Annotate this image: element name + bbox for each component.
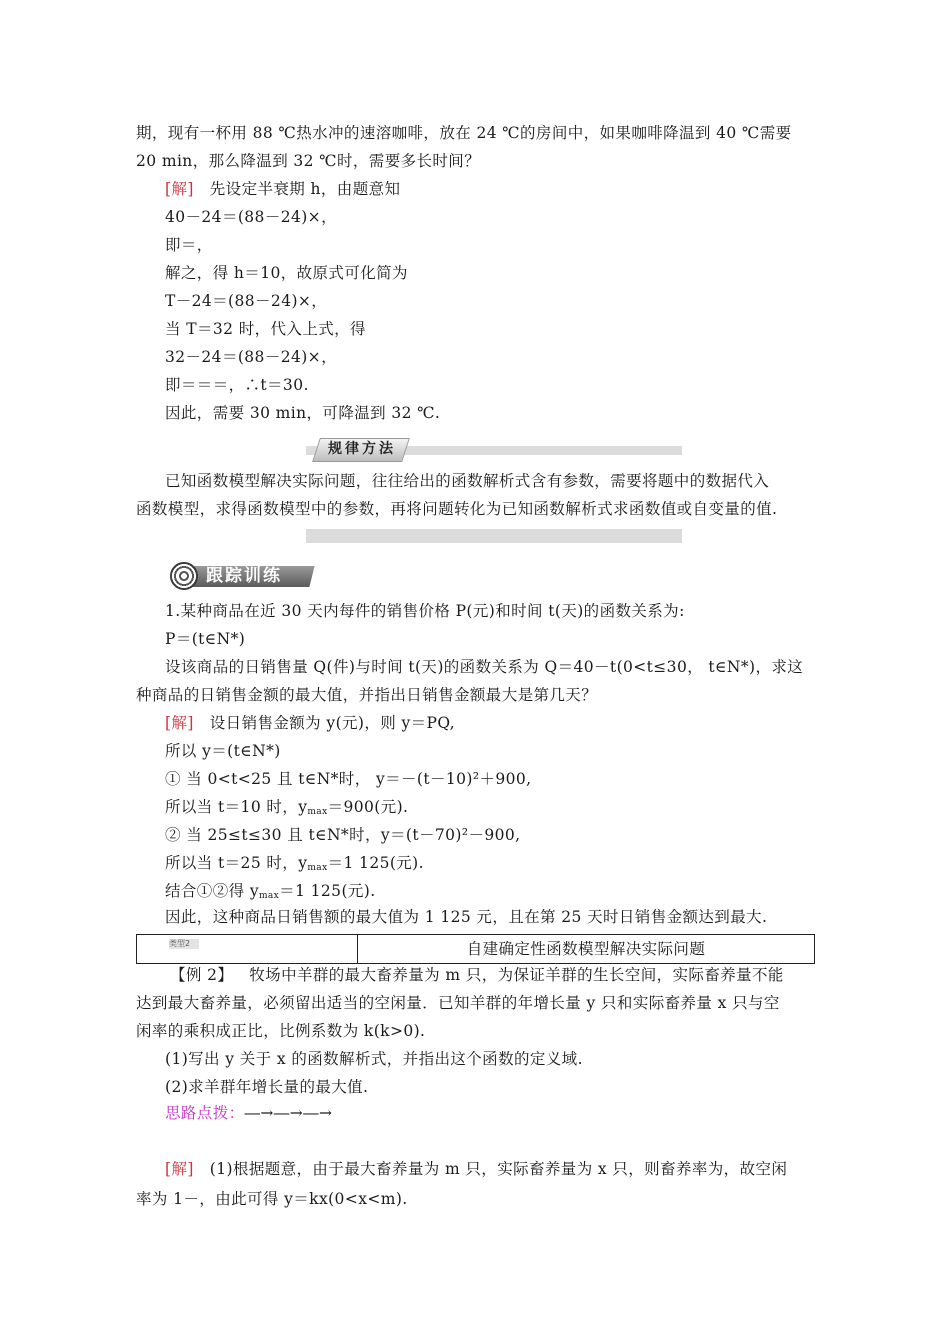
exercise-solution-step: 所以当 t＝25 时，$y_{max}=1$ 125(元). [165, 854, 424, 873]
example2-line-1: 【例 2】 牧场中羊群的最大畜养量为 m 只，为保证羊群的生长空间，实际畜养量不能 [170, 966, 784, 984]
method-box-title: 规律方法 [328, 441, 396, 457]
exercise-question-line-3: 设该商品的日销售量 Q(件)与时间 t(天)的函数关系为 Q＝40－t(0<t≤30， t∈N*)，求这 [165, 658, 804, 676]
solution-step: T－24＝(88－24)×， [165, 292, 328, 310]
type-title: 自建确定性函数模型解决实际问题 [466, 940, 706, 958]
example2-solution-line-1: [解] (1)根据题意，由于最大畜养量为 m 只，实际畜养量为 x 只，则畜养率为，故空闲 [165, 1160, 788, 1178]
exercise-question-line-2: P＝(t∈N*) [165, 630, 246, 648]
solution-step: 32－24＝(88－24)×， [165, 348, 337, 366]
exercise-solution-step: ① 当 0<t<25 且 t∈N*时， y＝－(t－10)²＋900, [165, 770, 532, 788]
solution-step: 解之，得 h＝10，故原式可化简为 [165, 264, 408, 282]
hint-label: 思路点拨： [165, 1104, 245, 1122]
type-heading-table [136, 934, 815, 964]
method-box-text-line-2: 函数模型，求得函数模型中的参数，再将问题转化为已知函数解析式求函数值或自变量的值. [136, 500, 778, 518]
hint-arrows: ―→―→―→ [244, 1104, 333, 1122]
solution-step: 40－24＝(88－24)×， [165, 208, 337, 226]
problem-text-line-1: 期，现有一杯用 88 ℃热水冲的速溶咖啡，放在 24 ℃的房间中，如果咖啡降温到 40 ℃需要 [136, 124, 792, 142]
exercise-conclusion: 因此，这种商品日销售额的最大值为 1 125 元，且在第 25 天时日销售金额达到最大. [165, 908, 768, 926]
solution-step: 因此，需要 30 min，可降温到 32 ℃. [165, 404, 441, 422]
exercise-solution-intro: [解] 设日销售金额为 y(元)，则 y＝PQ, [165, 714, 456, 732]
example2-question-2: (2)求羊群年增长量的最大值. [165, 1078, 369, 1096]
exercise-solution-step: ② 当 25≤t≤30 且 t∈N*时，y＝(t－70)²－900, [165, 826, 521, 844]
exercise-question-line-1: 1.某种商品在近 30 天内每件的销售价格 P(元)和时间 t(天)的函数关系为: [165, 602, 685, 620]
exercise-solution-step: 所以 y＝(t∈N*) [165, 742, 281, 760]
solution-step: 即＝＝＝，∴t＝30. [165, 376, 309, 394]
example2-line-2: 达到最大畜养量，必须留出适当的空闲量．已知羊群的年增长量 y 只和实际畜养量 x 只与空 [136, 994, 780, 1012]
method-box-text-line-1: 已知函数模型解决实际问题，往往给出的函数解析式含有参数，需要将题中的数据代入 [165, 472, 770, 490]
type-badge: 类型2 [169, 939, 199, 949]
exercise-solution-step: 所以当 t＝10 时，$y_{max}=900$(元). [165, 798, 409, 817]
solution-tag: [解] [165, 714, 194, 732]
target-icon [170, 562, 198, 590]
example2-label: 【例 2】 [170, 966, 234, 984]
example2-solution-line-2: 率为 1－，由此可得 y＝kx(0<x<m). [136, 1190, 408, 1208]
exercise-question-line-4: 种商品的日销售金额的最大值，并指出日销售金额最大是第几天？ [136, 686, 598, 704]
problem-text-line-2: 20 min，那么降温到 32 ℃时，需要多长时间？ [136, 152, 481, 170]
example2-hint [165, 1102, 332, 1124]
solution-intro: [解] 先设定半衰期 h，由题意知 [165, 180, 401, 198]
tracking-header-title: 跟踪训练 [206, 566, 282, 586]
method-box-bottom-bar [306, 529, 682, 543]
solution-tag: [解] [165, 180, 194, 198]
solution-tag: [解] [165, 1160, 194, 1178]
solution-step: 即＝， [165, 236, 213, 254]
example2-question-1: (1)写出 y 关于 x 的函数解析式，并指出这个函数的定义域. [165, 1050, 583, 1068]
example2-line-3: 闲率的乘积成正比，比例系数为 k(k>0). [136, 1022, 426, 1040]
type-label-cell [137, 935, 358, 963]
tracking-header [170, 562, 316, 590]
solution-step: 当 T＝32 时，代入上式，得 [165, 320, 366, 338]
exercise-solution-step: 结合①②得 $y_{max}=1$ 125(元). [165, 882, 376, 901]
